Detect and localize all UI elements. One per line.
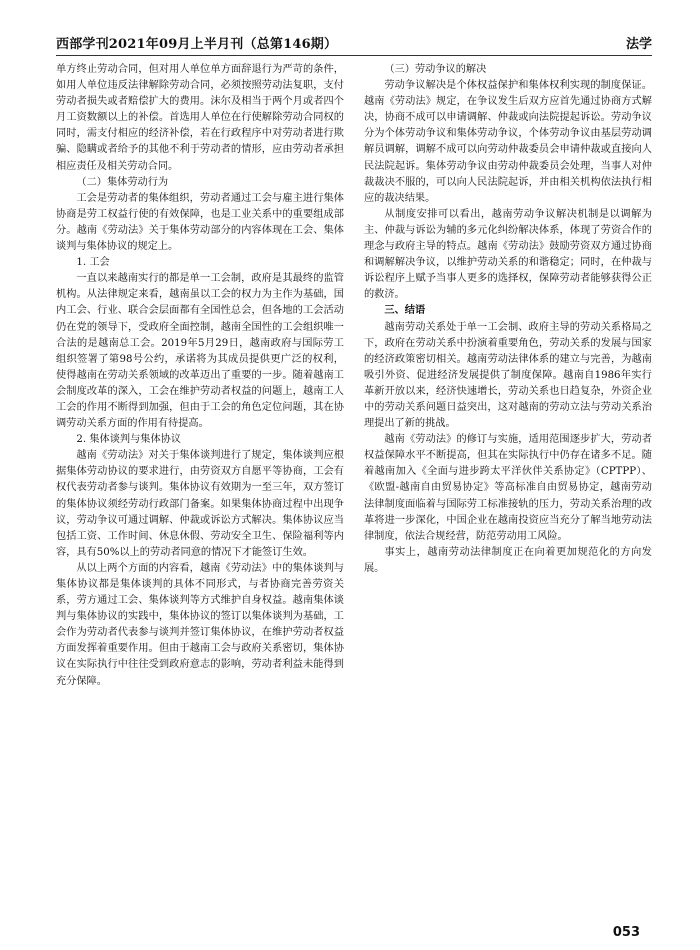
paragraph: 工会是劳动者的集体组织，劳动者通过工会与雇主进行集体协商是劳工权益行使的有效保障，也是工业关系中的重要组成部分。越南《劳动法》关于集体劳动部分的内容体现在工会、集体谈判与集体协议的规定上。 [56,192,344,253]
section-heading: （二）集体劳动行为 [76,176,169,188]
left-column [56,62,344,910]
section-label: 法学 [625,37,652,52]
paragraph: 越南劳动关系处于单一工会制、政府主导的劳动关系格局之下，政府在劳动关系中扮演着重要角色，劳动关系的发展与国家的经济政策密切相关。越南劳动法律体系的建立与完善，为越南吸引外资、促进经济发展提供了制度保障。越南自1986年实行革新开放以来，经济快速增长，劳动关系也日趋复杂，外资企业中的劳动关系问题日益突出，这对越南的劳动立法与劳动关系治理提出了新的挑战。 [364,321,652,430]
page-number: 053 [612,925,640,940]
paragraph: 从以上两个方面的内容看，越南《劳动法》中的集体谈判与集体协议都是集体谈判的具体不同形式，与者协商完善劳资关系，劳方通过工会、集体谈判等方式维护自身权益。越南集体谈判与集体协议的实践中，集体协议的签订以集体谈判为基础，工会作为劳动者代表参与谈判并签订集体协议，在维护劳动者权益方面发挥着重要作用。但由于越南工会与政府关系密切，集体协议在实际执行中往往受到政府意志的影响，劳动者利益未能得到充分保障。 [56,562,344,687]
paragraph: 越南《劳动法》的修订与实施，适用范围逐步扩大，劳动者权益保障水平不断提高，但其在实际执行中仍存在诸多不足。随着越南加入《全面与进步跨太平洋伙伴关系协定》（CPTPP）、《欧盟-越南自由贸易协定》等高标准自由贸易协定，越南劳动法律制度面临着与国际劳工标准接轨的压力，劳动关系治理的改革将进一步深化，中国企业在越南投资应当充分了解当地劳动法律制度，依法合规经营，防范劳动用工风险。 [364,434,652,542]
journal-title: 西部学刊2021年09月上半月刊（总第146期） [56,37,338,52]
paragraph: 事实上，越南劳动法律制度正在向着更加规范化的方向发展。 [364,546,652,574]
paragraph: 从制度安排可以看出，越南劳动争议解决机制是以调解为主、仲裁与诉讼为辅的多元化纠纷解决体系，体现了劳资合作的理念与政府主导的特点。越南《劳动法》鼓励劳资双方通过协商和调解解决争议，以维护劳动关系的和谐稳定；同时，在仲裁与诉讼程序上赋予当事人更多的选择权，保障劳动者能够获得公正的救济。 [364,208,652,301]
paragraph: 劳动争议解决是个体权益保护和集体权利实现的制度保证。越南《劳动法》规定，在争议发生后双方应首先通过协商方式解决，协商不成可以申请调解、仲裁或向法院提起诉讼。劳动争议分为个体劳动争议和集体劳动争议，个体劳动争议由基层劳动调解员调解，调解不成可以向劳动仲裁委员会申请仲裁或直接向人民法院起诉。集体劳动争议由劳动仲裁委员会处理，当事人对仲裁裁决不服的，可以向人民法院起诉，并由相关机构依法执行相应的裁决结果。 [364,80,652,204]
paragraph: 单方终止劳动合同，但对用人单位单方面辞退行为严苛的条件，如用人单位违反法律解除劳动合同，必须按照劳动法复职，支付劳动者损失或者赔偿扩大的费用。沫尔及相当于两个月或者四个月工资数额以上的补偿。首选用人单位在行使解除劳动合同权的同时，需支付相应的经济补偿，若在行政程序中对劳动者进行欺骗、隐瞒或者给予的其他不利于劳动者的情形，应由劳动者承担相应责任及相关劳动合同。 [56,64,344,172]
paragraph: 一直以来越南实行的都是单一工会制，政府是其最终的监管机构。从法律规定来看，越南虽以工会的权力为主作为基础，国内工会、行业、联合会层面都有全国性总会，但各地的工会活动仍在党的领导下，受政府全面控制，越南全国性的工会组织唯一合法的是越南总工会。2019年5月29日，越南政府与国际劳工组织签署了第98号公约，承诺将为其成员提供更广泛的权利，使得越南在劳动关系领域的改革迈出了重要的一步。随着越南工会制度改革的深入，工会在维护劳动者权益的问题上，越南工人工会的作用不断得到加强，但由于工会的角色定位问题，其在协调劳动关系方面的作用有待提高。 [56,273,344,430]
section-heading: 1. 工会 [76,257,110,269]
section-heading: 三、结语 [384,305,426,317]
body-columns [56,62,652,910]
section-heading: （三）劳动争议的解决 [384,64,487,75]
right-column [364,62,652,910]
section-heading: 2. 集体谈判与集体协议 [76,434,182,446]
paragraph: 越南《劳动法》对关于集体谈判进行了规定，集体谈判应根据集体劳动协议的要求进行，由劳资双方自愿平等协商，工会有权代表劳动者参与谈判。集体协议有效期为一至三年，双方签订的集体协议须经劳动行政部门备案。如果集体协商过程中出现争议，劳动争议可通过调解、仲裁或诉讼方式解决。集体协议应当包括工资、工作时间、休息休假、劳动安全卫生、保险福利等内容，具有50%以上的劳动者同意的情况下才能签订生效。 [56,450,344,558]
running-header [56,30,652,56]
